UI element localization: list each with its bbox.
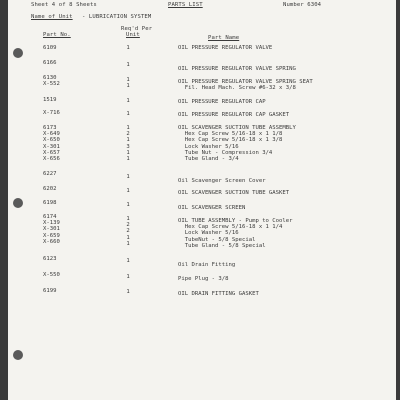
part-name: OIL SCAVENGER SUCTION TUBE ASSEMBLY Hex Cap Screw 5/16-18 x 1 1/8 Hex Cap Screw 5/16-18 x 1 3/8 Lock Washer 5/16 Tube Nut - Compression 3/4 Tube Gland - 3/4 bbox=[178, 125, 296, 163]
part-name: OIL PRESSURE REGULATOR VALVE bbox=[178, 45, 273, 51]
part-name: OIL PRESSURE REGULATOR CAP GASKET bbox=[178, 112, 290, 118]
part-number: 6130 X-552 bbox=[43, 75, 60, 88]
quantity: 1 bbox=[126, 188, 130, 194]
part-number: 6174 X-139 X-301 X-659 X-660 bbox=[43, 214, 60, 245]
quantity: 1 bbox=[126, 274, 130, 280]
sheet-number: Sheet 4 of 8 Sheets bbox=[31, 2, 97, 8]
part-name: OIL SCAVENGER SCREEN bbox=[178, 205, 246, 211]
qty-header-line2: Unit bbox=[126, 32, 140, 38]
binder-holes bbox=[8, 0, 30, 400]
part-name: OIL PRESSURE REGULATOR VALVE SPRING SEAT Fil. Head Mach. Screw #6-32 x 3/8 bbox=[178, 79, 313, 92]
quantity: 1 bbox=[126, 202, 130, 208]
part-number: 6123 bbox=[43, 256, 57, 262]
quantity: 1 bbox=[126, 258, 130, 264]
part-number: 6173 X-649 X-650 X-301 X-657 X-656 bbox=[43, 125, 60, 163]
quantity: 1 bbox=[126, 289, 130, 295]
part-number: 6166 bbox=[43, 60, 57, 66]
punch-hole bbox=[13, 198, 23, 208]
punch-hole bbox=[13, 350, 23, 360]
part-number: 6227 bbox=[43, 171, 57, 177]
part-number: 6198 bbox=[43, 200, 57, 206]
punch-hole bbox=[13, 48, 23, 58]
part-no-header: Part No. bbox=[43, 32, 71, 38]
quantity: 1 2 2 1 1 bbox=[126, 216, 130, 247]
document-number: Number 6304 bbox=[283, 2, 322, 8]
quantity: 1 bbox=[126, 45, 130, 51]
quantity: 1 bbox=[126, 174, 130, 180]
part-name: OIL DRAIN FITTING GASKET bbox=[178, 291, 259, 297]
unit-label: Name of Unit bbox=[31, 14, 73, 20]
quantity: 1 bbox=[126, 62, 130, 68]
part-number: 6199 bbox=[43, 288, 57, 294]
quantity: 1 2 1 3 1 1 bbox=[126, 125, 130, 163]
quantity: 1 1 bbox=[126, 77, 130, 90]
part-name: OIL SCAVENGER SUCTION TUBE GASKET bbox=[178, 190, 290, 196]
part-name: OIL PRESSURE REGULATOR VALVE SPRING bbox=[178, 66, 296, 72]
part-number: 6202 bbox=[43, 186, 57, 192]
part-number: X-550 bbox=[43, 272, 60, 278]
part-name: OIL TUBE ASSEMBLY - Pump to Cooler Hex Cap Screw 5/16-18 x 1 1/4 Lock Washer 5/16 TubeNut - 5/8 Special Tube Gland - 5/8 Special bbox=[178, 218, 293, 249]
unit-name: - LUBRICATION SYSTEM bbox=[82, 14, 152, 20]
quantity: 1 bbox=[126, 98, 130, 104]
part-number: 1519 bbox=[43, 97, 57, 103]
quantity: 1 bbox=[126, 111, 130, 117]
part-name: OIL PRESSURE REGULATOR CAP bbox=[178, 99, 266, 105]
part-name: Oil Drain Fitting bbox=[178, 262, 236, 268]
document-title: PARTS LIST bbox=[168, 2, 203, 8]
part-name: Oil Scavenger Screen Cover bbox=[178, 178, 266, 184]
qty-header-line1: Req'd Per bbox=[121, 26, 153, 32]
part-number: X-716 bbox=[43, 110, 60, 116]
part-name-header: Part Name bbox=[208, 35, 240, 41]
part-name: Pipe Plug - 3/8 bbox=[178, 276, 229, 282]
part-number: 6109 bbox=[43, 45, 57, 51]
parts-list-page bbox=[8, 0, 396, 400]
